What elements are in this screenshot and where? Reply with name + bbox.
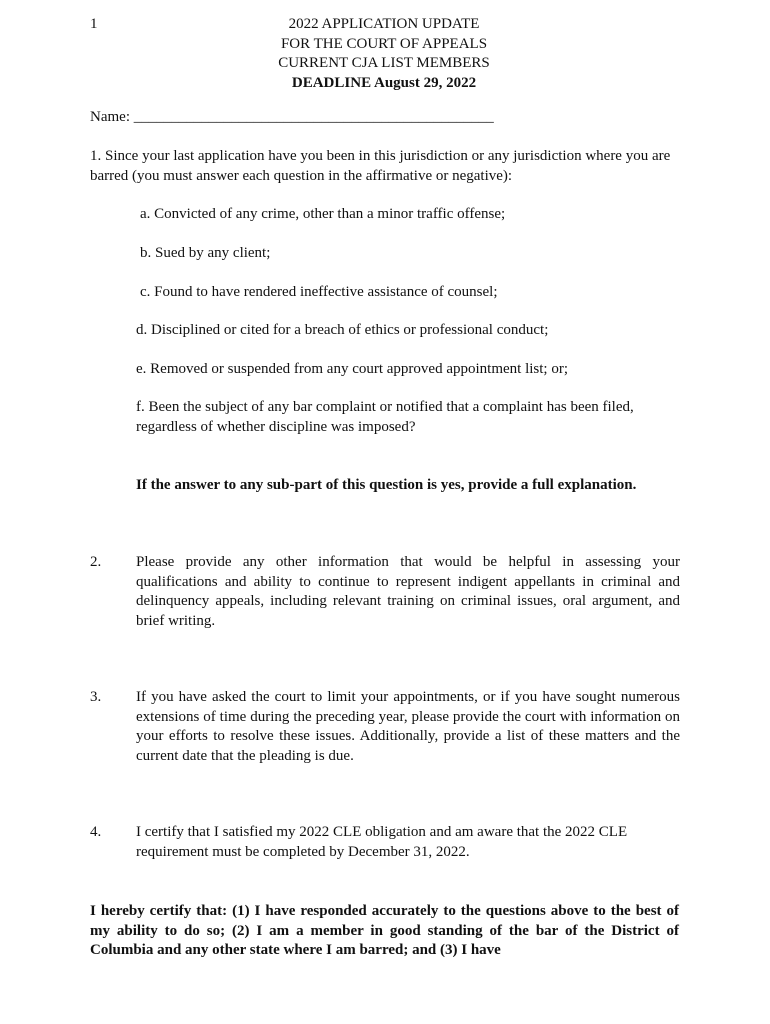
- header-members-line: CURRENT CJA LIST MEMBERS: [278, 55, 490, 71]
- question-1-text: 1. Since your last application have you been in this jurisdiction or any jurisdiction where you are barred (you must answer each question in the affirmative or negative):: [90, 148, 671, 184]
- question-2: [90, 553, 680, 631]
- question-4-text: I certify that I satisfied my 2022 CLE obligation and am aware that the 2022 CLE requirement must be completed by December 31, 2022.: [136, 824, 628, 860]
- question-4-number: 4.: [90, 824, 102, 840]
- header-court-line: FOR THE COURT OF APPEALS: [280, 35, 488, 52]
- question-2-text: Please provide any other information that would be helpful in assessing your qualifications and ability to continue to represent indigent appellants in criminal and delinquency appeals, including relevant training on criminal issues, oral argument, and brief writing.: [136, 554, 680, 629]
- page-number: 1: [90, 16, 98, 32]
- question-2-number: 2.: [90, 554, 102, 570]
- name-blank[interactable]: ________________________________________________: [133, 109, 494, 125]
- header-deadline-line: DEADLINE August 29, 2022: [291, 74, 477, 91]
- explanation-note-text: If the answer to any sub-part of this question is yes, provide a full explanation.: [136, 477, 637, 493]
- question-1-item-d: d. Disciplined or cited for a breach of ethics or professional conduct;: [136, 322, 549, 338]
- question-3-text: If you have asked the court to limit your appointments, or if you have sought numerous extensions of time during the preceding year, please provide the court with information on your efforts to resolve these issues. Additionally, provide a list of these matters and the current date that the pleading is due.: [136, 689, 680, 764]
- name-label: Name:: [90, 109, 130, 125]
- document-header: [0, 15, 770, 93]
- question-3: [90, 688, 680, 766]
- question-1-item-a: a. Convicted of any crime, other than a minor traffic offense;: [140, 206, 506, 222]
- question-1-item-e: e. Removed or suspended from any court approved appointment list; or;: [136, 361, 568, 377]
- certification-statement: I hereby certify that: (1) I have responded accurately to the questions above to the best of my ability to do so; (2) I am a member in good standing of the bar of the District of Columbia and any other state where I am barred; and (3) I have: [90, 903, 679, 958]
- question-1-item-f: f. Been the subject of any bar complaint or notified that a complaint has been filed, regardless of whether discipline was imposed?: [136, 399, 634, 435]
- question-4: [90, 823, 680, 862]
- question-1-item-c: c. Found to have rendered ineffective assistance of counsel;: [140, 284, 498, 300]
- header-title-line: 2022 APPLICATION UPDATE: [288, 16, 480, 32]
- name-field[interactable]: [90, 108, 494, 128]
- question-3-number: 3.: [90, 689, 102, 705]
- question-1-item-b: b. Sued by any client;: [140, 245, 271, 261]
- question-1-explanation-note: [90, 476, 650, 496]
